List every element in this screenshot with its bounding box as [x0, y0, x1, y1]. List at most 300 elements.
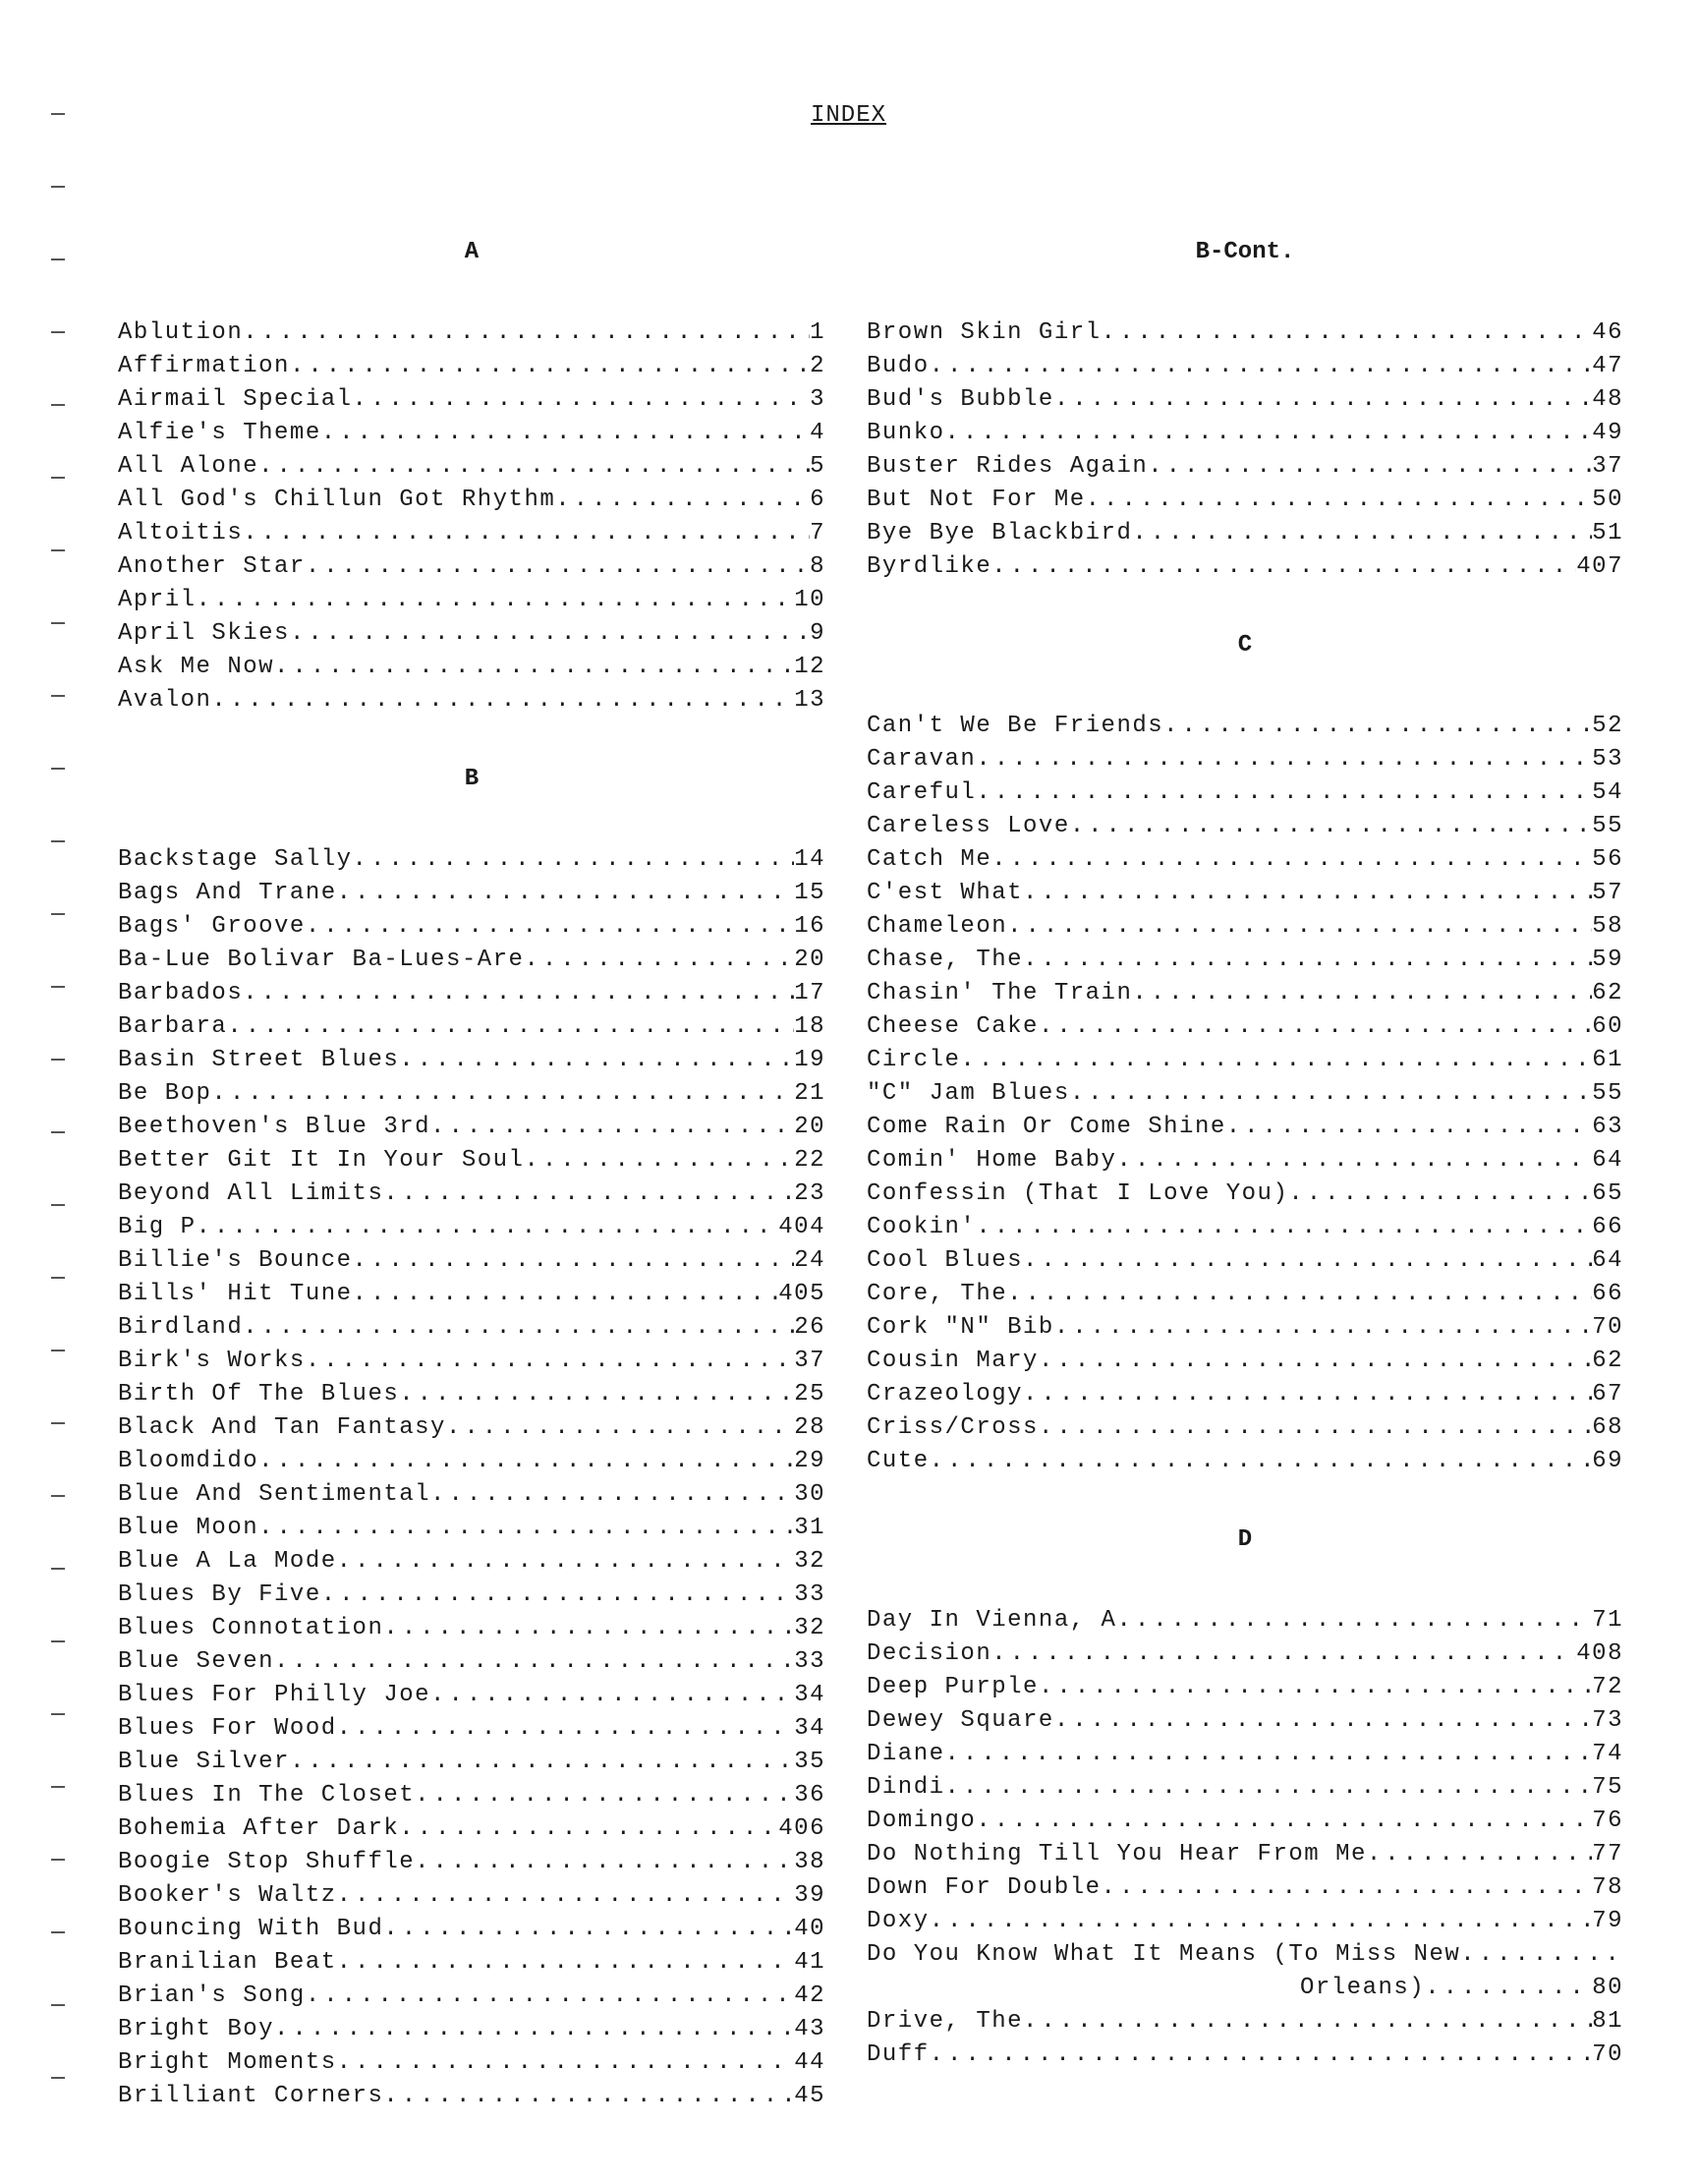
- entry-title: Criss/Cross: [867, 1414, 1039, 1441]
- index-entry: [867, 843, 1623, 877]
- entry-title: Airmail Special: [118, 386, 353, 413]
- dot-leader: [337, 1712, 795, 1746]
- dot-leader: [337, 877, 795, 910]
- dot-leader: [555, 484, 810, 517]
- entry-page-number: 16: [794, 913, 825, 940]
- index-entry: [118, 1010, 825, 1044]
- entry-title: Come Rain Or Come Shine: [867, 1114, 1226, 1140]
- index-entry: [118, 1779, 825, 1812]
- index-entry: [118, 1445, 825, 1478]
- index-entry: [118, 1044, 825, 1077]
- dot-leader: [399, 1044, 794, 1077]
- dot-leader: [1116, 1144, 1592, 1178]
- dot-leader: [991, 550, 1576, 584]
- entry-page-number: 26: [794, 1314, 825, 1341]
- index-entry: [867, 776, 1623, 810]
- entry-title: April Skies: [118, 620, 290, 647]
- entry-title: Blues Connotation: [118, 1615, 384, 1641]
- dot-leader: [430, 1111, 794, 1144]
- entry-title: Black And Tan Fantasy: [118, 1414, 446, 1441]
- entry-page-number: 78: [1592, 1874, 1623, 1901]
- dot-leader: [321, 417, 810, 450]
- entry-title: Birdland: [118, 1314, 244, 1341]
- dot-leader: [290, 617, 810, 651]
- margin-mark: [51, 2004, 65, 2006]
- entry-title: Deep Purple: [867, 1674, 1039, 1700]
- margin-mark: [51, 1640, 65, 1642]
- entry-page-number: 42: [794, 1983, 825, 2009]
- index-entry: [118, 584, 825, 617]
- entry-title: Blue Seven: [118, 1648, 275, 1675]
- entry-title: Down For Double: [867, 1874, 1102, 1901]
- entry-title: Dewey Square: [867, 1707, 1054, 1734]
- dot-leader: [1023, 1244, 1592, 1278]
- entry-title: Careful: [867, 779, 977, 806]
- entry-title: Bills' Hit Tune: [118, 1281, 353, 1307]
- entry-page-number: 1: [810, 319, 825, 346]
- entry-page-number: 37: [794, 1348, 825, 1374]
- margin-mark: [51, 768, 65, 770]
- index-entry: [118, 1378, 825, 1411]
- index-entry: [118, 1077, 825, 1111]
- index-entry: [867, 1178, 1623, 1211]
- entry-page-number: 69: [1592, 1448, 1623, 1474]
- index-entry: [118, 1879, 825, 1913]
- entry-page-number: 407: [1576, 553, 1623, 580]
- dot-leader: [524, 944, 794, 977]
- entry-page-number: 64: [1592, 1247, 1623, 1274]
- section-gap: [867, 1478, 1623, 1523]
- entry-page-number: 5: [810, 453, 825, 480]
- entry-title: Chasin' The Train: [867, 980, 1133, 1006]
- entry-page-number: 55: [1592, 813, 1623, 839]
- entry-title: Day In Vienna, A: [867, 1607, 1117, 1634]
- dot-leader: [415, 1779, 794, 1812]
- entry-page-number: 58: [1592, 913, 1623, 940]
- dot-leader: [243, 316, 810, 350]
- entry-title: Bunko: [867, 420, 945, 446]
- section-heading: C: [1237, 632, 1253, 659]
- dot-leader: [1054, 383, 1592, 417]
- entry-list: [118, 316, 825, 718]
- entry-title: Big P: [118, 1214, 197, 1240]
- dot-leader: [353, 843, 795, 877]
- margin-mark: [51, 1859, 65, 1861]
- margin-mark: [51, 1131, 65, 1133]
- dot-leader: [399, 1378, 794, 1411]
- index-entry: [118, 1913, 825, 1946]
- index-entry: [867, 2039, 1623, 2072]
- entry-title: Catch Me: [867, 846, 992, 873]
- entry-title: Avalon: [118, 687, 212, 714]
- entry-title: Blue And Sentimental: [118, 1481, 431, 1508]
- entry-title: April: [118, 587, 197, 613]
- index-entry: [118, 1311, 825, 1345]
- entry-page-number: 65: [1592, 1180, 1623, 1207]
- index-entry: [867, 1871, 1623, 1905]
- dot-leader: [1288, 1178, 1592, 1211]
- index-entry: [118, 550, 825, 584]
- index-entry: [118, 1579, 825, 1612]
- entry-title: Blue Moon: [118, 1515, 259, 1541]
- index-entry: [867, 743, 1623, 776]
- dot-leader: [337, 1946, 795, 1980]
- dot-leader: [337, 2046, 795, 2080]
- index-entry: [867, 1905, 1623, 1938]
- entry-page-number: 17: [794, 980, 825, 1006]
- entry-title: Budo: [867, 353, 930, 379]
- dot-leader: [274, 651, 794, 684]
- dot-leader: [1039, 1411, 1592, 1445]
- entry-page-number: 32: [794, 1548, 825, 1575]
- dot-leader: [976, 776, 1592, 810]
- entry-page-number: 61: [1592, 1047, 1623, 1073]
- entry-page-number: 68: [1592, 1414, 1623, 1441]
- entry-page-number: 77: [1592, 1841, 1623, 1868]
- index-entry: [118, 1645, 825, 1679]
- entry-page-number: 59: [1592, 947, 1623, 973]
- entry-page-number: 10: [794, 587, 825, 613]
- index-entry: [867, 1938, 1623, 1972]
- entry-title: Do You Know What It Means (To Miss New: [867, 1941, 1461, 1968]
- index-entry: [867, 1111, 1623, 1144]
- dot-leader: [243, 1311, 794, 1345]
- dot-leader: [930, 350, 1593, 383]
- dot-leader: [976, 1211, 1592, 1244]
- entry-page-number: 66: [1592, 1281, 1623, 1307]
- index-entry: [118, 617, 825, 651]
- entry-page-number: 48: [1592, 386, 1623, 413]
- entry-page-number: 40: [794, 1916, 825, 1942]
- margin-mark: [51, 404, 65, 406]
- dot-leader: [991, 1638, 1576, 1671]
- margin-mark: [51, 913, 65, 915]
- entry-page-number: 404: [778, 1214, 825, 1240]
- entry-title: Bright Moments: [118, 2049, 337, 2076]
- index-entry: [118, 651, 825, 684]
- section-heading: D: [1237, 1526, 1253, 1553]
- index-entry: [867, 1044, 1623, 1077]
- dot-leader: [383, 1913, 794, 1946]
- dot-leader: [1039, 1345, 1592, 1378]
- entry-title: Altoitis: [118, 520, 244, 546]
- entry-page-number: 15: [794, 880, 825, 906]
- entry-title: Better Git It In Your Soul: [118, 1147, 525, 1174]
- index-entry: [118, 910, 825, 944]
- dot-leader: [353, 1244, 795, 1278]
- index-entry: [867, 1211, 1623, 1244]
- entry-page-number: 63: [1592, 1114, 1623, 1140]
- entry-page-number: 38: [794, 1849, 825, 1875]
- entry-page-number: 46: [1592, 319, 1623, 346]
- entry-title: Cool Blues: [867, 1247, 1024, 1274]
- index-entry: [867, 710, 1623, 743]
- margin-mark: [51, 986, 65, 988]
- entry-title: Beyond All Limits: [118, 1180, 384, 1207]
- index-entry: [118, 1111, 825, 1144]
- entry-page-number: 33: [794, 1581, 825, 1608]
- index-entry: [867, 383, 1623, 417]
- dot-leader: [1226, 1111, 1592, 1144]
- entry-title: Confessin (That I Love You): [867, 1180, 1289, 1207]
- index-entry: [867, 1345, 1623, 1378]
- dot-leader: [290, 350, 810, 383]
- margin-mark: [51, 1568, 65, 1570]
- entry-title: Decision: [867, 1640, 992, 1667]
- entry-title: Blues For Philly Joe: [118, 1682, 431, 1708]
- index-entry: [118, 877, 825, 910]
- entry-page-number: 34: [794, 1715, 825, 1742]
- entry-list: [867, 1604, 1623, 2072]
- dot-leader: [960, 1044, 1592, 1077]
- entry-title: Be Bop: [118, 1080, 212, 1107]
- entry-title: Boogie Stop Shuffle: [118, 1849, 416, 1875]
- index-entry: [118, 1211, 825, 1244]
- dot-leader: [1460, 1938, 1623, 1972]
- entry-page-number: 3: [810, 386, 825, 413]
- margin-mark: [51, 1059, 65, 1061]
- entry-title: Bags' Groove: [118, 913, 306, 940]
- margin-mark: [51, 1786, 65, 1788]
- index-entry: [867, 417, 1623, 450]
- section-gap: [118, 718, 825, 763]
- dot-leader: [1102, 1871, 1593, 1905]
- dot-leader: [945, 1738, 1593, 1771]
- index-entry: [118, 977, 825, 1010]
- index-column-right: [867, 236, 1623, 2072]
- entry-page-number: 39: [794, 1882, 825, 1909]
- entry-title: Birk's Works: [118, 1348, 306, 1374]
- margin-mark: [51, 549, 65, 551]
- dot-leader: [1132, 977, 1592, 1010]
- index-entry: [118, 484, 825, 517]
- entry-title: Circle: [867, 1047, 961, 1073]
- entry-page-number: 73: [1592, 1707, 1623, 1734]
- entry-title: Booker's Waltz: [118, 1882, 337, 1909]
- index-entry: [867, 484, 1623, 517]
- dot-leader: [1023, 1378, 1592, 1411]
- index-entry: [118, 2046, 825, 2080]
- entry-title: Cookin': [867, 1214, 977, 1240]
- entry-page-number: 406: [778, 1815, 825, 1842]
- dot-leader: [227, 1010, 794, 1044]
- entry-title: Dindi: [867, 1774, 945, 1801]
- dot-leader: [258, 1445, 794, 1478]
- dot-leader: [383, 1612, 794, 1645]
- entry-title: Duff: [867, 2041, 930, 2068]
- entry-page-number: 24: [794, 1247, 825, 1274]
- index-entry: [867, 2005, 1623, 2039]
- entry-page-number: 33: [794, 1648, 825, 1675]
- entry-page-number: 32: [794, 1615, 825, 1641]
- entry-title: Cousin Mary: [867, 1348, 1039, 1374]
- entry-page-number: 49: [1592, 420, 1623, 446]
- entry-title: Blues By Five: [118, 1581, 321, 1608]
- margin-mark: [51, 331, 65, 333]
- margin-mark: [51, 1204, 65, 1206]
- index-entry: [867, 1738, 1623, 1771]
- index-entry: [118, 383, 825, 417]
- entry-title: Domingo: [867, 1808, 977, 1834]
- entry-title: Brown Skin Girl: [867, 319, 1102, 346]
- entry-list: [867, 710, 1623, 1478]
- entry-title: Bye Bye Blackbird: [867, 520, 1133, 546]
- entry-page-number: 13: [794, 687, 825, 714]
- dot-leader: [1023, 944, 1592, 977]
- margin-mark: [51, 1350, 65, 1351]
- entry-title: Blues For Wood: [118, 1715, 337, 1742]
- dot-leader: [930, 1445, 1593, 1478]
- index-entry: [118, 1411, 825, 1445]
- entry-page-number: 20: [794, 1114, 825, 1140]
- entry-page-number: 50: [1592, 487, 1623, 513]
- entry-page-number: 53: [1592, 746, 1623, 773]
- dot-leader: [274, 2013, 794, 2046]
- margin-mark: [51, 186, 65, 188]
- margin-mark: [51, 1713, 65, 1715]
- entry-page-number: 52: [1592, 713, 1623, 739]
- entry-page-number: 62: [1592, 1348, 1623, 1374]
- entry-page-number: 71: [1592, 1607, 1623, 1634]
- dot-leader: [430, 1679, 794, 1712]
- dot-leader: [211, 684, 794, 718]
- dot-leader: [1367, 1838, 1592, 1871]
- index-entry: [118, 1478, 825, 1512]
- index-entry: [118, 1244, 825, 1278]
- index-entry: [867, 1805, 1623, 1838]
- dot-leader: [306, 1345, 794, 1378]
- entry-title: Ask Me Now: [118, 654, 275, 680]
- index-entry: [867, 1638, 1623, 1671]
- entry-page-number: 36: [794, 1782, 825, 1809]
- margin-mark: [51, 1495, 65, 1497]
- entry-title: Barbara: [118, 1013, 228, 1040]
- index-entry: [867, 1278, 1623, 1311]
- entry-title: All Alone: [118, 453, 259, 480]
- entry-page-number: 74: [1592, 1741, 1623, 1767]
- entry-page-number: 29: [794, 1448, 825, 1474]
- entry-page-number: 60: [1592, 1013, 1623, 1040]
- entry-page-number: 55: [1592, 1080, 1623, 1107]
- entry-title: Caravan: [867, 746, 977, 773]
- entry-title: Buster Rides Again: [867, 453, 1149, 480]
- index-entry: [118, 1946, 825, 1980]
- entry-title: Blue A La Mode: [118, 1548, 337, 1575]
- entry-page-number: 7: [810, 520, 825, 546]
- index-entry: [118, 1812, 825, 1846]
- dot-leader: [1039, 1010, 1592, 1044]
- entry-page-number: 64: [1592, 1147, 1623, 1174]
- index-entry: [867, 450, 1623, 484]
- index-entry: [118, 316, 825, 350]
- dot-leader: [991, 843, 1592, 877]
- index-entry: [867, 350, 1623, 383]
- index-column-left: [118, 236, 825, 2113]
- entry-title: Affirmation: [118, 353, 290, 379]
- index-entry: [118, 1846, 825, 1879]
- margin-mark: [51, 1931, 65, 1933]
- dot-leader: [524, 1144, 794, 1178]
- entry-page-number: 4: [810, 420, 825, 446]
- dot-leader: [258, 450, 810, 484]
- index-entry: [867, 1445, 1623, 1478]
- entry-page-number: 408: [1576, 1640, 1623, 1667]
- entry-title: Another Star: [118, 553, 306, 580]
- index-entry: [118, 1345, 825, 1378]
- entry-page-number: 56: [1592, 846, 1623, 873]
- dot-leader: [1102, 316, 1593, 350]
- index-entry: [867, 810, 1623, 843]
- index-entry: [118, 843, 825, 877]
- dot-leader: [383, 2080, 794, 2113]
- section-heading: B-Cont.: [1195, 239, 1295, 265]
- entry-page-number: 12: [794, 654, 825, 680]
- entry-title: Cheese Cake: [867, 1013, 1039, 1040]
- entry-title: Blue Silver: [118, 1749, 290, 1775]
- dot-leader: [290, 1746, 794, 1779]
- dot-leader: [243, 517, 810, 550]
- index-entry: [867, 910, 1623, 944]
- index-entry: [867, 517, 1623, 550]
- index-entry: [118, 2080, 825, 2113]
- entry-page-number: 14: [794, 846, 825, 873]
- dot-leader: [399, 1812, 778, 1846]
- index-entry: [867, 877, 1623, 910]
- index-entry: [118, 1545, 825, 1579]
- dot-leader: [383, 1178, 794, 1211]
- dot-leader: [197, 1211, 779, 1244]
- index-entry: [118, 1712, 825, 1746]
- dot-leader: [1023, 877, 1592, 910]
- dot-leader: [197, 584, 795, 617]
- entry-page-number: 28: [794, 1414, 825, 1441]
- entry-title: Birth Of The Blues: [118, 1381, 400, 1408]
- dot-leader: [306, 910, 794, 944]
- entry-title: Cork "N" Bib: [867, 1314, 1054, 1341]
- index-entry: [118, 1679, 825, 1712]
- entry-title: Cute: [867, 1448, 930, 1474]
- index-entry: [867, 1077, 1623, 1111]
- dot-leader: [930, 2039, 1593, 2072]
- margin-mark: [51, 2077, 65, 2079]
- entry-title: Core, The: [867, 1281, 1008, 1307]
- dot-leader: [306, 1980, 794, 2013]
- entry-title: Orleans): [1299, 1975, 1426, 2001]
- dot-leader: [1070, 810, 1592, 843]
- entry-page-number: 8: [810, 553, 825, 580]
- entry-page-number: 34: [794, 1682, 825, 1708]
- dot-leader: [446, 1411, 794, 1445]
- index-entry: [867, 1972, 1623, 2005]
- dot-leader: [1054, 1311, 1592, 1345]
- dot-leader: [337, 1545, 795, 1579]
- index-entry: [118, 417, 825, 450]
- entry-title: "C" Jam Blues: [867, 1080, 1070, 1107]
- entry-title: Drive, The: [867, 2008, 1024, 2035]
- dot-leader: [976, 743, 1592, 776]
- entry-page-number: 20: [794, 947, 825, 973]
- index-entry: [867, 1604, 1623, 1638]
- index-entry: [118, 1612, 825, 1645]
- entry-title: Bloomdido: [118, 1448, 259, 1474]
- index-entry: [867, 1244, 1623, 1278]
- entry-page-number: 6: [810, 487, 825, 513]
- entry-page-number: 19: [794, 1047, 825, 1073]
- entry-title: Chase, The: [867, 947, 1024, 973]
- index-entry: [118, 944, 825, 977]
- index-entry: [867, 1771, 1623, 1805]
- section-heading: B: [464, 766, 480, 792]
